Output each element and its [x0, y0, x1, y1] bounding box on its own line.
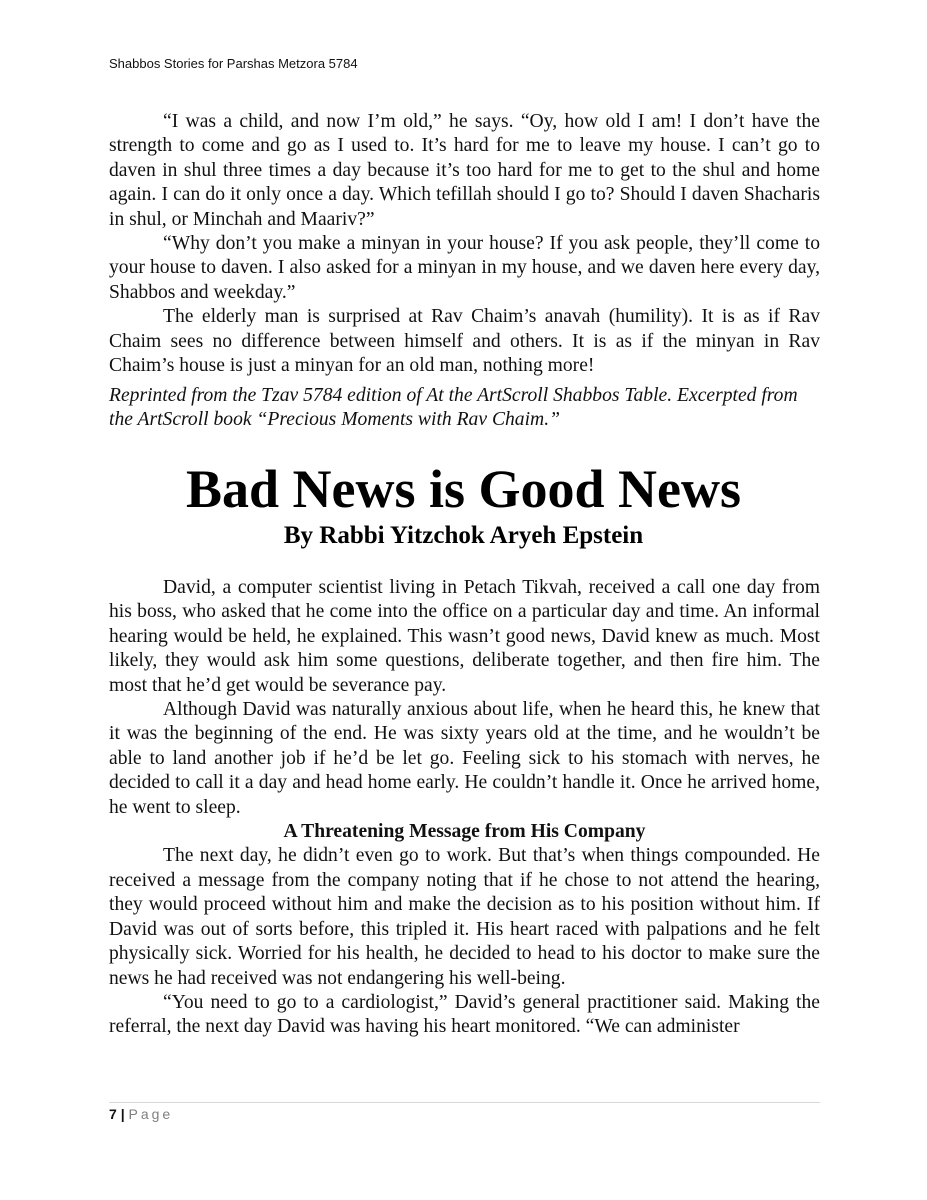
section-subheading: A Threatening Message from His Company: [283, 821, 646, 843]
footer-divider: [109, 1102, 820, 1103]
reprint-credit: Reprinted from the Tzav 5784 edition of At the ArtScroll Shabbos Table. Excerpted from the ArtScroll book “Precious Moments with Rav Chaim.”: [109, 385, 798, 431]
previous-story-text: [109, 110, 820, 378]
footer-separator: |: [120, 1106, 125, 1122]
paragraph: The elderly man is surprised at Rav Chaim’s anavah (humility). It is as if Rav Chaim sees no difference between himself and others. It is as if the minyan in Rav Chaim’s house is just a minyan for an old man, nothing more!: [109, 306, 820, 377]
paragraph: David, a computer scientist living in Petach Tikvah, received a call one day from his boss, who asked that he come into the office on a particular day and time. An informal hearing would be held, he explained. This wasn’t good news, David knew as much. Most likely, they would ask him some questions, deliberate together, and then fire him. The most that he’d get would be severance pay.: [109, 577, 820, 696]
article-byline: By Rabbi Yitzchok Aryeh Epstein: [283, 522, 644, 549]
paragraph: “I was a child, and now I’m old,” he says. “Oy, how old I am! I don’t have the strength to come and go as I used to. It’s hard for me to leave my house. I can’t go to daven in shul three times a day because it’s too hard for me to get to the shul and home again. I can do it only once a day. Which tefillah should I go to? Should I daven Shacharis in shul, or Minchah and Maariv?”: [109, 111, 820, 230]
paragraph: The next day, he didn’t even go to work. But that’s when things compounded. He received a message from the company noting that if he chose to not attend the hearing, they would proceed without him and make the decision as to his position without him. If David was out of sorts before, this tripled it. His heart raced with palpations and he felt physically sick. Worried for his health, he decided to head to his doctor to make sure the news he had received was not endangering his well-being.: [109, 845, 820, 989]
page-label: Page: [128, 1106, 174, 1122]
page-footer: [109, 1106, 173, 1122]
paragraph: “You need to go to a cardiologist,” David’s general practitioner said. Making the referral, the next day David was having his heart monitored. “We can administer: [109, 991, 820, 1038]
article-title: Bad News is Good News: [185, 459, 742, 519]
running-header: Shabbos Stories for Parshas Metzora 5784: [109, 56, 358, 71]
paragraph: “Why don’t you make a minyan in your house? If you ask people, they’ll come to your house to daven. I also asked for a minyan in my house, and we daven here every day, Shabbos and weekday.”: [109, 233, 820, 303]
paragraph: Although David was naturally anxious about life, when he heard this, he knew that it was the beginning of the end. He was sixty years old at the time, and he wouldn’t be able to land another job if he’d be let go. Feeling sick to his stomach with nerves, he decided to call it a day and head home early. He couldn’t handle it. Once he arrived home, he went to sleep.: [109, 699, 820, 818]
article-body: [109, 576, 820, 1040]
page-number: 7: [109, 1106, 117, 1122]
